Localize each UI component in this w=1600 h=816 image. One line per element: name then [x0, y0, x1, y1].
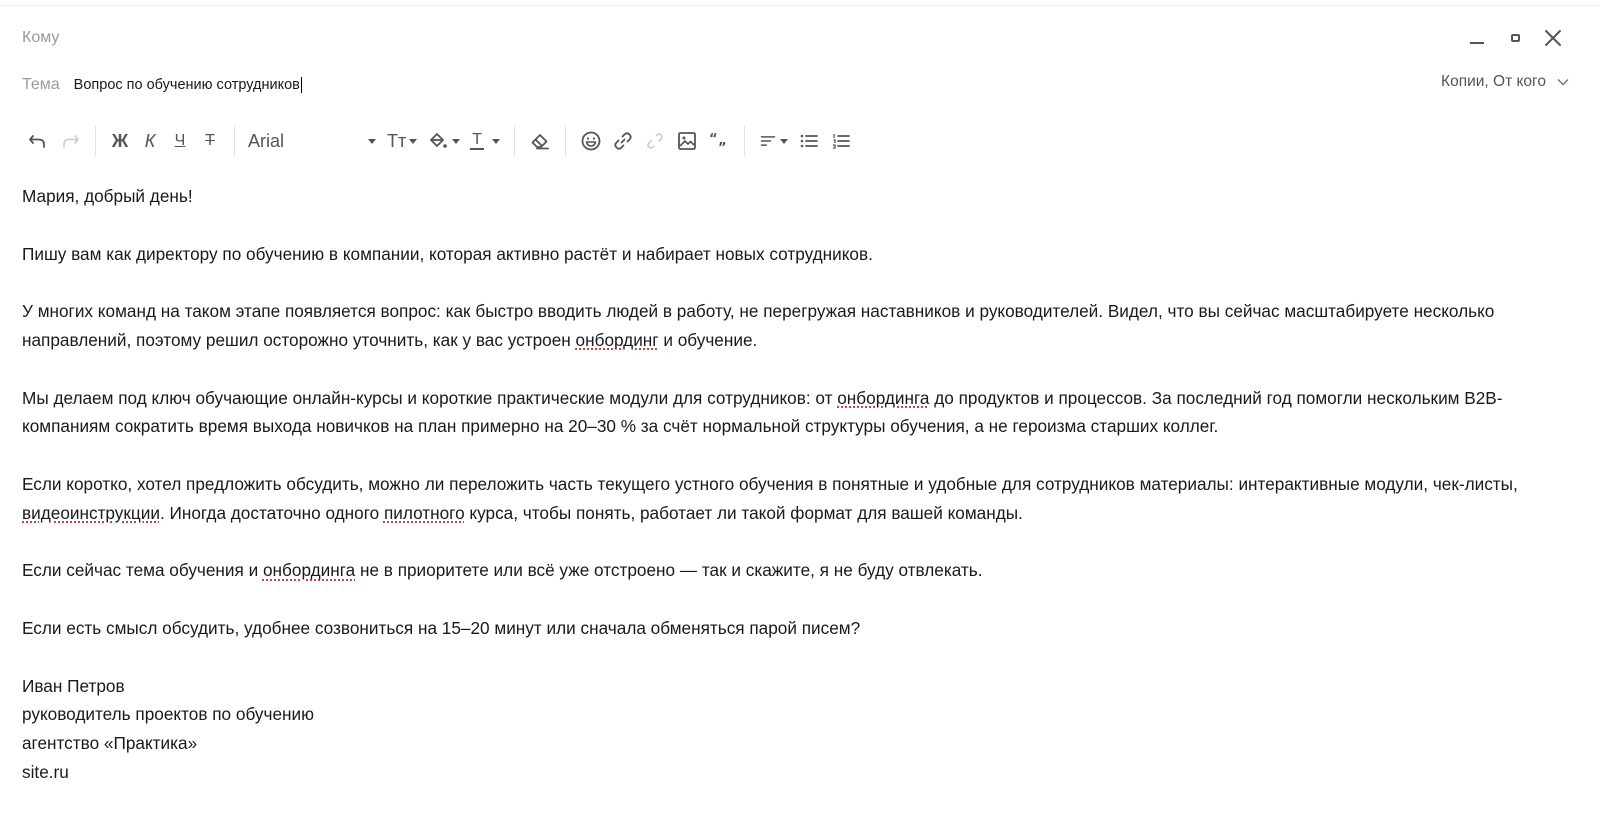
toolbar-divider [234, 126, 235, 156]
paragraph-4-text-c: курса, чтобы понять, работает ли такой формат для вашей команды. [464, 502, 1023, 523]
numbered-list-icon [830, 130, 852, 152]
signature-site: site.ru [22, 761, 69, 782]
maximize-icon [1511, 34, 1520, 42]
quote-button[interactable] [703, 124, 735, 158]
top-divider [0, 5, 1600, 6]
maximize-button[interactable] [1496, 26, 1534, 50]
formatting-toolbar [22, 124, 857, 158]
redo-icon [59, 130, 81, 152]
undo-icon [27, 130, 49, 152]
paragraph-3 [22, 384, 1562, 442]
to-input[interactable] [59, 26, 1572, 50]
eraser-icon [529, 130, 551, 152]
align-left-icon [759, 130, 777, 152]
misspelled-word[interactable]: онбординга [262, 560, 356, 581]
text-cursor [301, 77, 302, 93]
smiley-icon [580, 130, 602, 152]
caret-down-icon [368, 139, 376, 144]
subject-row [22, 73, 1572, 97]
misspelled-word[interactable]: онбординг [575, 329, 659, 350]
background-color-button[interactable] [422, 124, 465, 158]
paragraph-6: Если есть смысл обсудить, удобнее созвониться на 15–20 минут или сначала обменяться парой писем? [22, 617, 861, 638]
paragraph-5-text-b: не в приоритете или всё уже отстроено — так и скажите, я не буду отвлекать. [355, 560, 983, 581]
minimize-button[interactable] [1458, 26, 1496, 50]
underline-button[interactable]: Ч [174, 132, 186, 149]
misspelled-word[interactable]: пилотного [383, 502, 465, 523]
paragraph-2 [22, 297, 1562, 355]
misspelled-word[interactable]: видеоинструкции [22, 502, 160, 523]
toolbar-divider [744, 126, 745, 156]
caret-down-icon [780, 139, 788, 144]
paint-bucket-icon [427, 130, 449, 152]
paragraph-4 [22, 470, 1562, 528]
close-icon [1544, 29, 1562, 47]
font-family-select[interactable] [244, 124, 382, 158]
paragraph-5 [22, 556, 1562, 585]
subject-label: Тема [22, 76, 60, 93]
align-button[interactable] [754, 124, 793, 158]
image-icon [676, 130, 698, 152]
paragraph-5-text-a: Если сейчас тема обучения и [22, 560, 263, 581]
caret-down-icon [452, 139, 460, 144]
insert-image-button[interactable] [671, 124, 703, 158]
paragraph-4-text-a: Если коротко, хотел предложить обсудить, можно ли переложить часть текущего устного обучения в понятные и удобные для сотрудников материалы: интерактивные модули, чек-листы, [22, 473, 1518, 494]
misspelled-word[interactable]: онбординга [837, 387, 930, 408]
insert-link-button[interactable] [607, 124, 639, 158]
caret-down-icon [492, 139, 500, 144]
signature-name: Иван Петров [22, 675, 125, 696]
unlink-button[interactable] [639, 124, 671, 158]
paragraph-3-text-b: до продуктов и процессов. За последний год помогли нескольким B2B-компаниям сократить время выхода новичков на план примерно на 20–30 % за счёт нормальной структуры обучения, а не героизма старших коллег. [22, 387, 1503, 437]
quote-icon [708, 130, 730, 152]
toolbar-divider [95, 126, 96, 156]
paragraph-1: Пишу вам как директору по обучению в компании, которая активно растёт и набирает новых сотрудников. [22, 243, 873, 264]
caret-down-icon [409, 139, 417, 144]
font-size-icon: Тт [387, 130, 407, 151]
numbered-list-button[interactable] [825, 124, 857, 158]
cc-from-label: Копии, От кого [1441, 73, 1546, 90]
signature [22, 672, 1562, 787]
svg-text:“: “ [709, 132, 718, 147]
strikethrough-button[interactable]: Т [205, 132, 215, 149]
svg-text:”: ” [718, 141, 727, 152]
bulleted-list-icon [798, 130, 820, 152]
window-controls [1458, 26, 1572, 50]
paragraph-2-text-b: и обучение. [658, 329, 758, 350]
redo-button[interactable] [54, 124, 86, 158]
message-body-editor[interactable] [22, 182, 1562, 787]
paragraph-2-text-a: У многих команд на таком этапе появляется вопрос: как быстро вводить людей в работу, не перегружая наставников и руководителей. Видел, что вы сейчас масштабируете несколько направлений, поэтому решил осторожно уточнить, как у вас устроен [22, 301, 1495, 350]
font-size-button[interactable] [382, 124, 422, 158]
text-color-button[interactable] [465, 124, 505, 158]
minimize-icon [1470, 42, 1484, 44]
toolbar-divider [565, 126, 566, 156]
paragraph-3-text-a: Мы делаем под ключ обучающие онлайн-курсы и короткие практические модули для сотрудников: от [22, 387, 838, 408]
link-icon [612, 130, 634, 152]
undo-button[interactable] [22, 124, 54, 158]
italic-button[interactable]: К [144, 130, 156, 151]
to-row[interactable] [22, 26, 1572, 50]
emoji-button[interactable] [575, 124, 607, 158]
bulleted-list-button[interactable] [793, 124, 825, 158]
greeting: Мария, добрый день! [22, 186, 193, 206]
font-family-value: Arial [248, 130, 285, 151]
to-label: Кому [22, 29, 60, 46]
clear-format-button[interactable] [524, 124, 556, 158]
signature-company: агентство «Практика» [22, 733, 198, 754]
bold-button[interactable]: Ж [111, 130, 129, 151]
chevron-down-icon [1556, 75, 1570, 89]
subject-text: Вопрос по обучению сотрудников [73, 77, 300, 93]
close-button[interactable] [1534, 26, 1572, 50]
text-color-icon: Т [472, 131, 483, 148]
subject-input[interactable] [74, 77, 302, 93]
paragraph-4-text-b: . Иногда достаточно одного [159, 502, 384, 523]
unlink-icon [644, 130, 666, 152]
toolbar-divider [514, 126, 515, 156]
signature-title: руководитель проектов по обучению [22, 704, 315, 725]
cc-from-toggle[interactable] [1441, 73, 1570, 91]
